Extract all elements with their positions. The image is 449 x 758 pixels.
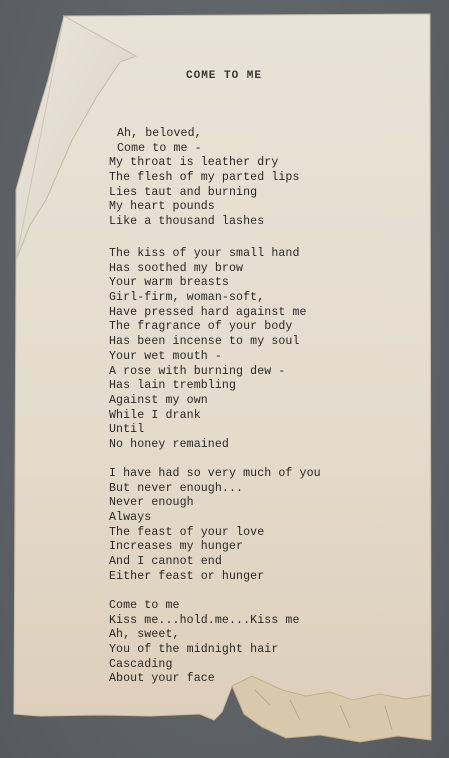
poem-line: Your warm breasts — [109, 276, 229, 290]
poem-line: Always — [109, 511, 152, 525]
poem-line: Come to me — [109, 599, 180, 612]
stanza — [109, 127, 300, 230]
poem-line: Cascading — [109, 657, 173, 671]
poem-line: Have pressed hard against me — [109, 305, 307, 319]
poem-line: Come to me - — [117, 141, 202, 155]
poem-line: Until — [109, 423, 145, 437]
poem-line: But never enough... — [109, 481, 244, 495]
poem-line: I have had so very much of you — [109, 467, 321, 480]
poem-line: No honey remained — [109, 437, 229, 451]
poem-line: Ah, sweet, — [109, 628, 180, 642]
poem-line: Against my own — [109, 393, 208, 407]
poem-line: Has been incense to my soul — [109, 335, 300, 349]
poem-line: Has lain trembling — [109, 379, 237, 393]
poem-line: You of the midnight hair — [109, 643, 279, 657]
poem-line: Ah, beloved, — [117, 127, 202, 140]
poem-line: Lies taut and burning — [109, 185, 258, 199]
poem-line: Like a thousand lashes — [109, 215, 265, 229]
stanza — [109, 247, 307, 453]
poem-line: A rose with burning dew - — [109, 364, 286, 378]
poem-line: Either feast or hunger — [109, 569, 265, 583]
poem-line: The feast of your love — [109, 525, 265, 539]
poem-line: The fragrance of your body — [109, 320, 293, 334]
poem-line: And I cannot end — [109, 555, 222, 569]
poem-line: Has soothed my brow — [109, 261, 244, 275]
stanza — [109, 599, 300, 687]
poem-line: Girl-firm, woman-soft, — [109, 291, 265, 305]
poem-title: COME TO ME — [186, 70, 263, 82]
poem-line: Never enough — [109, 496, 194, 510]
poem-line: Your wet mouth - — [109, 349, 222, 363]
poem-line: My throat is leather dry — [109, 156, 279, 170]
poem-line: Increases my hunger — [109, 540, 244, 554]
poem-line: Kiss me...hold.me...Kiss me — [109, 613, 300, 627]
poem-line: About your face — [109, 672, 215, 686]
stanza — [109, 467, 321, 585]
poem-line: The flesh of my parted lips — [109, 171, 300, 185]
poem-line: The kiss of your small hand — [109, 247, 300, 260]
poem-line: While I drank — [109, 408, 201, 422]
poem-line: My heart pounds — [109, 200, 215, 214]
